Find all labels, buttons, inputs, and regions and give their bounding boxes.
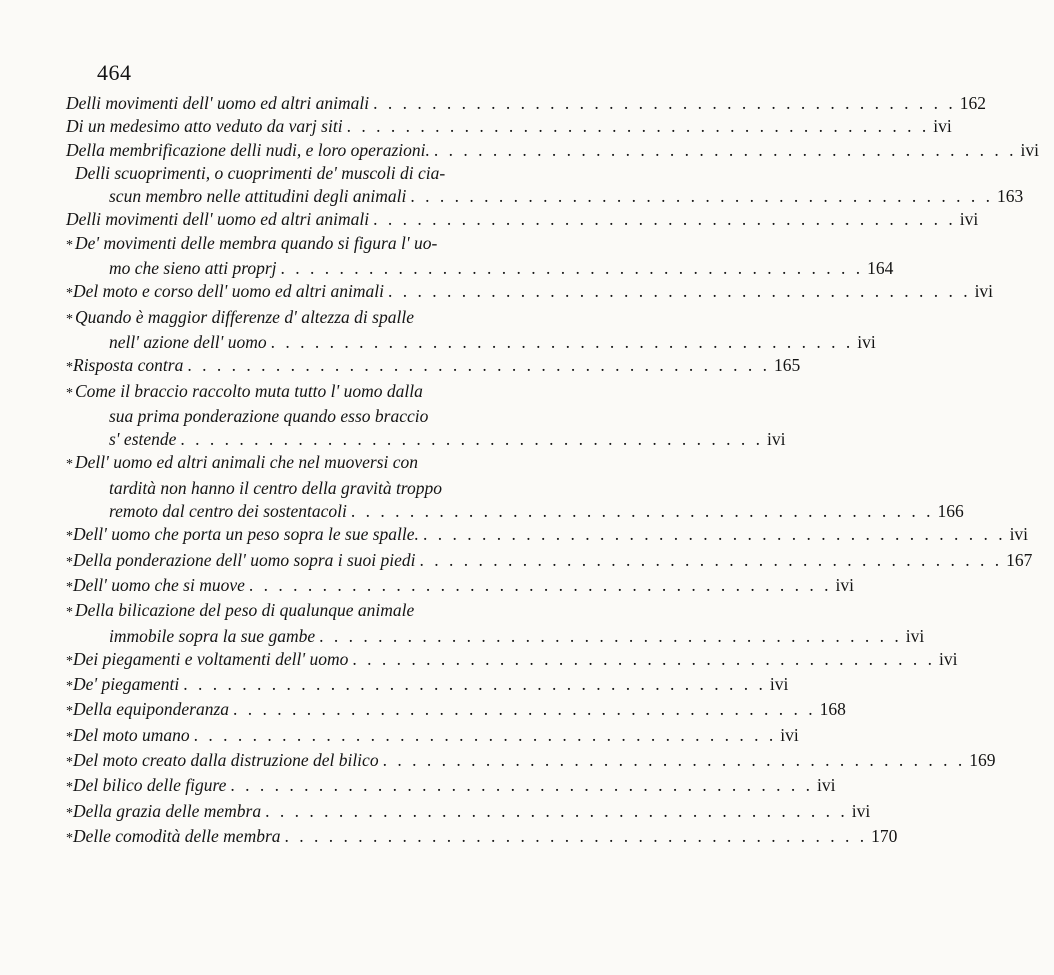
entry-asterisk: * xyxy=(66,237,73,253)
toc-entry-line xyxy=(66,523,1029,548)
toc-entry-line xyxy=(66,428,786,451)
entry-title: s' estende xyxy=(109,429,177,450)
toc-entry-line xyxy=(66,451,538,476)
toc-entry-line xyxy=(66,477,538,500)
entry-page-ref: ivi xyxy=(905,625,925,646)
entry-page-ref: 166 xyxy=(937,501,964,522)
toc-entry-line xyxy=(66,139,1040,162)
entry-title: scun membro nelle attitudini degli animali xyxy=(109,186,407,207)
dot-leader: . . . . . . . . . . . . . . . . . . . . . . . . . . . . . . . . . . . . . . . . xyxy=(280,258,864,279)
toc-entry-line xyxy=(66,331,876,354)
entry-asterisk: * xyxy=(66,653,73,669)
entry-title: Della grazia delle membra xyxy=(73,800,262,821)
entry-title: tardità non hanno il centro della gravità troppo xyxy=(109,477,442,498)
entry-page-ref: 167 xyxy=(1006,549,1033,570)
entry-page-ref: 162 xyxy=(959,93,987,113)
dot-leader: . . . . . . . . . . . . . . . . . . . . . . . . . . . . . . . . . . . . . . . . xyxy=(346,116,930,137)
toc-entry-line xyxy=(66,574,854,599)
entry-page-ref: ivi xyxy=(769,674,789,695)
toc-entry-line xyxy=(66,500,964,523)
toc-entry xyxy=(66,724,799,749)
entry-title: Delli movimenti dell' uomo ed altri animali xyxy=(66,93,370,113)
entry-asterisk: * xyxy=(66,755,73,771)
toc-entry xyxy=(66,306,876,355)
toc-entry-line xyxy=(66,185,1024,208)
toc-entry xyxy=(66,774,836,799)
toc-entry-line xyxy=(66,599,538,624)
entry-asterisk: * xyxy=(66,805,73,821)
dot-leader: . . . . . . . . . . . . . . . . . . . . . . . . . . . . . . . . . . . . . . . . xyxy=(433,139,1017,160)
entry-title: Delle comodità delle membra xyxy=(73,825,281,846)
toc-entry xyxy=(66,549,1033,574)
toc-entry-line xyxy=(66,698,846,723)
toc-entry-line xyxy=(66,115,952,138)
entry-asterisk: * xyxy=(66,286,73,302)
entry-page-ref: ivi xyxy=(767,429,786,450)
toc-entry xyxy=(66,523,1029,548)
entry-asterisk: * xyxy=(66,554,73,570)
entry-page-ref: ivi xyxy=(835,574,854,595)
entry-page-ref: ivi xyxy=(959,209,979,230)
entry-page-ref: ivi xyxy=(1009,524,1029,545)
entry-page-ref: ivi xyxy=(780,724,799,745)
entry-page-ref: ivi xyxy=(939,648,958,669)
toc-entry-line xyxy=(66,306,538,331)
entry-title: Della membrificazione delli nudi, e loro operazioni. xyxy=(66,139,430,160)
entry-title: Dei piegamenti e voltamenti dell' uomo xyxy=(73,648,349,669)
toc-entry xyxy=(66,825,898,850)
entry-page-ref: 164 xyxy=(867,258,894,279)
dot-leader: . . . . . . . . . . . . . . . . . . . . . . . . . . . . . . . . . . . . . . . . xyxy=(352,648,936,669)
entry-page-ref: ivi xyxy=(857,331,876,352)
dot-leader: . . . . . . . . . . . . . . . . . . . . . . . . . . . . . . . . . . . . . . . . xyxy=(319,625,902,646)
dot-leader: . . . . . . . . . . . . . . . . . . . . . . . . . . . . . . . . . . . . . . . . xyxy=(230,775,814,796)
toc-entry-line xyxy=(66,280,994,305)
toc-entry xyxy=(66,208,979,231)
entry-page-ref: 170 xyxy=(871,825,898,846)
entry-title: Dell' uomo ed altri animali che nel muoversi con xyxy=(75,452,418,473)
entry-page-ref: 169 xyxy=(969,750,996,771)
entry-title: mo che sieno atti proprj xyxy=(109,258,277,279)
toc-entry xyxy=(66,648,958,673)
dot-leader: . . . . . . . . . . . . . . . . . . . . . . . . . . . . . . . . . . . . . . . . xyxy=(265,800,848,821)
entry-title: remoto dal centro dei sostentacoli xyxy=(109,501,347,522)
entry-asterisk: * xyxy=(66,457,73,473)
toc-entry xyxy=(66,451,964,523)
entry-asterisk: * xyxy=(66,360,73,376)
entry-asterisk: * xyxy=(66,830,73,846)
toc-entry-line xyxy=(66,749,996,774)
dot-leader: . . . . . . . . . . . . . . . . . . . . . . . . . . . . . . . . . . . . . . . . xyxy=(410,186,993,207)
dot-leader: . . . . . . . . . . . . . . . . . . . . . . . . . . . . . . . . . . . . . . . . xyxy=(284,825,868,846)
dot-leader: . . . . . . . . . . . . . . . . . . . . . . . . . . . . . . . . . . . . . . . . xyxy=(373,93,956,113)
toc-entry-line xyxy=(66,162,538,185)
dot-leader: . . . . . . . . . . . . . . . . . . . . . . . . . . . . . . . . . . . . . . . . xyxy=(233,699,816,720)
dot-leader: . . . . . . . . . . . . . . . . . . . . . . . . . . . . . . . . . . . . . . . . xyxy=(422,524,1006,545)
toc-entry-line xyxy=(66,774,836,799)
entry-title: nell' azione dell' uomo xyxy=(109,331,267,352)
entry-page-ref: 165 xyxy=(773,355,801,376)
page-number: 464 xyxy=(97,60,132,85)
toc-entry xyxy=(66,574,854,599)
entry-page-ref: ivi xyxy=(851,800,871,821)
dot-leader: . . . . . . . . . . . . . . . . . . . . . . . . . . . . . . . . . . . . . . . . xyxy=(180,429,764,450)
toc-entry xyxy=(66,162,1024,209)
entry-title: Risposta contra xyxy=(73,355,184,376)
toc-entry xyxy=(66,354,801,379)
entry-asterisk: * xyxy=(66,679,73,695)
dot-leader: . . . . . . . . . . . . . . . . . . . . . . . . . . . . . . . . . . . . . . . . xyxy=(248,574,832,595)
entry-title: Del moto e corso dell' uomo ed altri animali xyxy=(73,281,384,302)
toc-entry xyxy=(66,92,987,115)
entry-asterisk: * xyxy=(66,780,73,796)
entry-asterisk: * xyxy=(66,579,73,595)
toc-entry-line xyxy=(66,648,958,673)
entry-title: Del bilico delle figure xyxy=(73,775,227,796)
entry-page-ref: ivi xyxy=(817,775,836,796)
toc-entry-line xyxy=(66,673,789,698)
dot-leader: . . . . . . . . . . . . . . . . . . . . . . . . . . . . . . . . . . . . . . . . xyxy=(419,549,1003,570)
toc-entry xyxy=(66,673,789,698)
entry-title: Dell' uomo che porta un peso sopra le sue spalle. xyxy=(73,524,419,545)
entry-asterisk: * xyxy=(66,729,73,745)
toc-entry-line xyxy=(66,405,538,428)
table-of-contents xyxy=(66,92,1040,850)
entry-title: De' movimenti delle membra quando si figura l' uo- xyxy=(75,232,438,253)
dot-leader: . . . . . . . . . . . . . . . . . . . . . . . . . . . . . . . . . . . . . . . . xyxy=(187,355,770,376)
toc-entry-line xyxy=(66,380,538,405)
dot-leader: . . . . . . . . . . . . . . . . . . . . . . . . . . . . . . . . . . . . . . . . xyxy=(387,281,971,302)
toc-entry xyxy=(66,280,994,305)
toc-entry-line xyxy=(66,549,1033,574)
toc-entry xyxy=(66,749,996,774)
toc-entry-line xyxy=(66,208,979,231)
toc-entry xyxy=(66,800,871,825)
dot-leader: . . . . . . . . . . . . . . . . . . . . . . . . . . . . . . . . . . . . . . . . xyxy=(382,750,966,771)
entry-page-ref: ivi xyxy=(974,281,994,302)
entry-title: sua prima ponderazione quando esso braccio xyxy=(109,405,429,426)
entry-title: Di un medesimo atto veduto da varj siti xyxy=(66,116,343,137)
entry-title: Della equiponderanza xyxy=(73,699,230,720)
dot-leader: . . . . . . . . . . . . . . . . . . . . . . . . . . . . . . . . . . . . . . . . xyxy=(270,331,854,352)
toc-entry-line xyxy=(66,92,987,115)
entry-title: immobile sopra la sue gambe xyxy=(109,625,316,646)
entry-title: Della bilicazione del peso di qualunque animale xyxy=(75,600,415,621)
toc-entry-line xyxy=(66,232,538,257)
toc-entry xyxy=(66,115,952,138)
toc-entry xyxy=(66,139,1040,162)
toc-entry xyxy=(66,232,894,281)
toc-entry-line xyxy=(66,724,799,749)
entry-title: Dell' uomo che si muove xyxy=(73,574,245,595)
entry-title: Quando è maggior differenze d' altezza di spalle xyxy=(75,306,414,327)
toc-entry xyxy=(66,599,925,648)
entry-page-ref: ivi xyxy=(1020,139,1040,160)
entry-asterisk: * xyxy=(66,605,73,621)
entry-title: Delli movimenti dell' uomo ed altri animali xyxy=(66,209,370,230)
toc-entry-line xyxy=(66,625,925,648)
entry-title: Del moto umano xyxy=(73,724,190,745)
entry-page-ref: ivi xyxy=(933,116,952,137)
toc-entry xyxy=(66,380,786,452)
entry-page-ref: 168 xyxy=(819,699,846,720)
dot-leader: . . . . . . . . . . . . . . . . . . . . . . . . . . . . . . . . . . . . . . . . xyxy=(350,501,934,522)
toc-entry-line xyxy=(66,800,871,825)
dot-leader: . . . . . . . . . . . . . . . . . . . . . . . . . . . . . . . . . . . . . . . . xyxy=(183,674,766,695)
toc-entry-line xyxy=(66,354,801,379)
entry-title: De' piegamenti xyxy=(73,674,180,695)
entry-asterisk: * xyxy=(66,704,73,720)
entry-title: Del moto creato dalla distruzione del bilico xyxy=(73,750,379,771)
dot-leader: . . . . . . . . . . . . . . . . . . . . . . . . . . . . . . . . . . . . . . . . xyxy=(193,724,777,745)
entry-title: Della ponderazione dell' uomo sopra i suoi piedi xyxy=(73,549,416,570)
entry-title: Delli scuoprimenti, o cuoprimenti de' muscoli di cia- xyxy=(75,162,446,183)
dot-leader: . . . . . . . . . . . . . . . . . . . . . . . . . . . . . . . . . . . . . . . . xyxy=(373,209,956,230)
toc-entry xyxy=(66,698,846,723)
entry-page-ref: 163 xyxy=(996,186,1024,207)
entry-title: Come il braccio raccolto muta tutto l' uomo dalla xyxy=(75,380,423,401)
entry-asterisk: * xyxy=(66,529,73,545)
entry-asterisk: * xyxy=(66,385,73,401)
toc-entry-line xyxy=(66,825,898,850)
toc-entry-line xyxy=(66,257,894,280)
entry-asterisk: * xyxy=(66,311,73,327)
